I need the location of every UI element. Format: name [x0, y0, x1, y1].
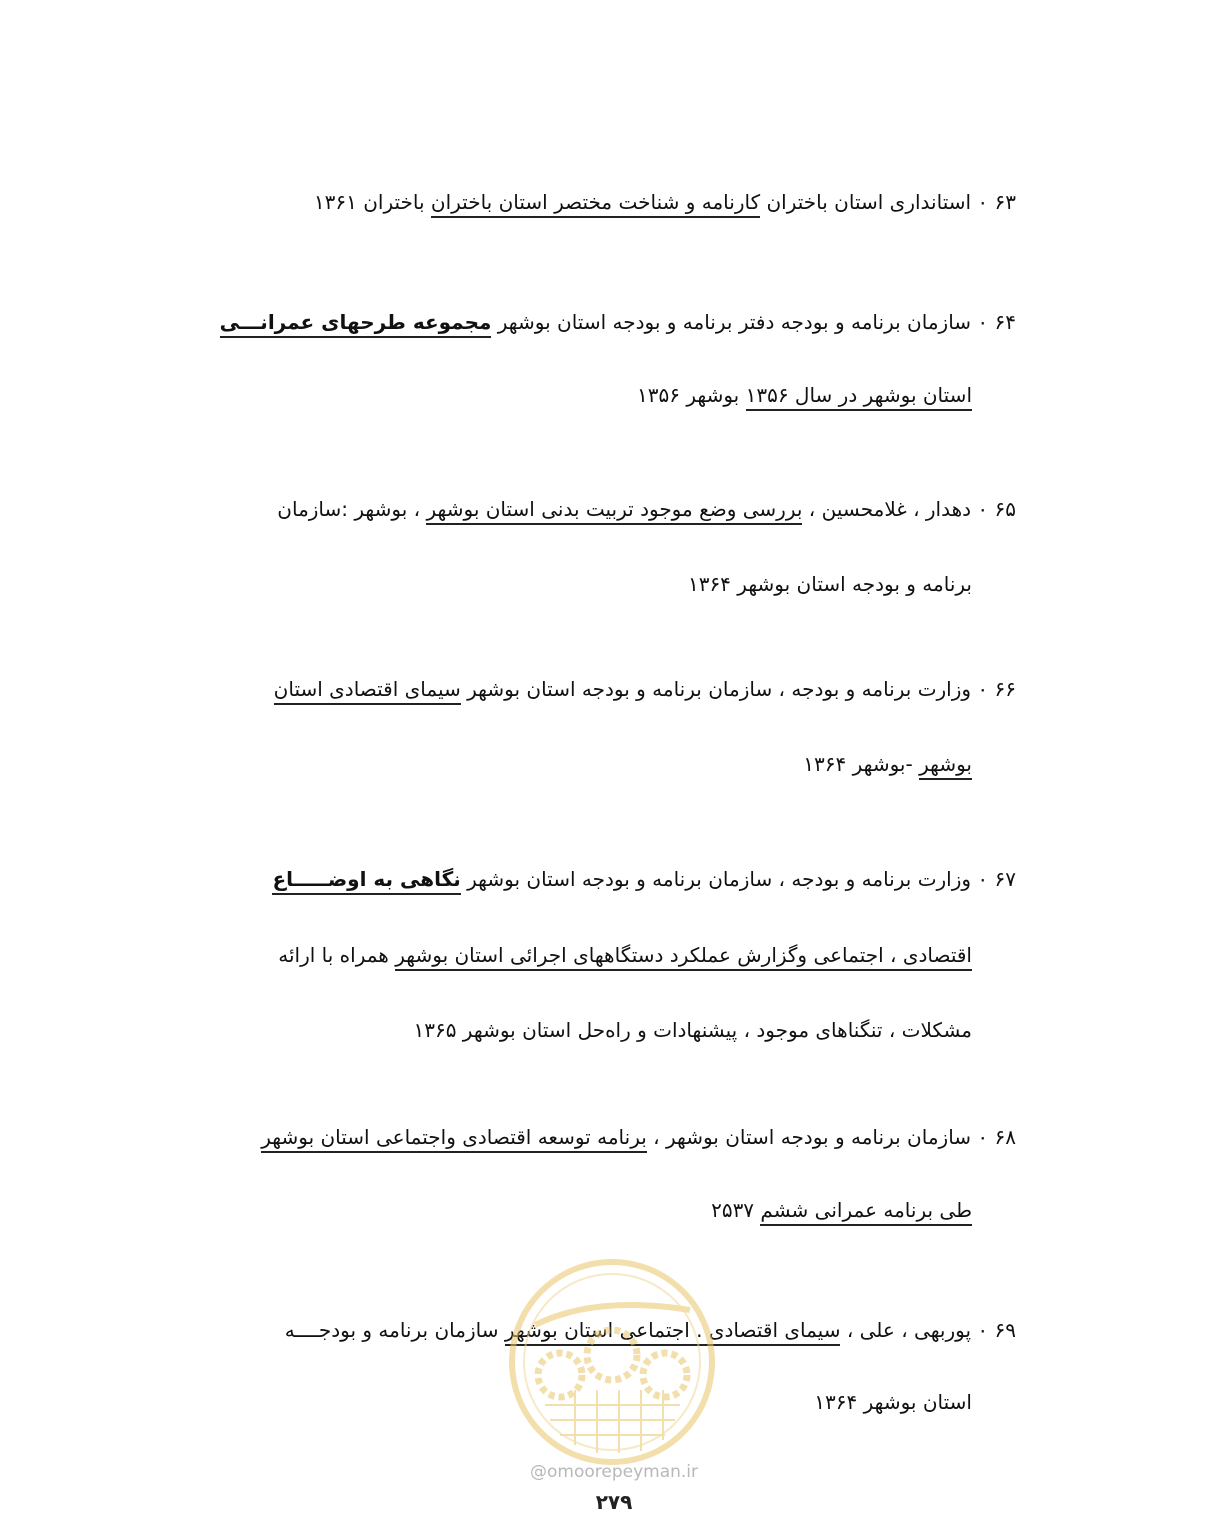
- citation-text: بوشهر ۱۳۵۶: [637, 383, 746, 407]
- entry-69-line-2: [814, 1390, 972, 1414]
- citation-text: ، بوشهر :سازمان: [277, 497, 427, 521]
- citation-title: بررسی وضع موجود تربیت بدنی استان بوشهر: [426, 497, 802, 525]
- citation-text: ۲۵۳۷: [711, 1198, 761, 1222]
- entry-68-line-1: [261, 1125, 1016, 1149]
- watermark-logo: [505, 1255, 720, 1470]
- citation-title: مجموعه طرحهای عمرانـــی: [220, 310, 492, 338]
- entry-67-line-2: [278, 943, 972, 967]
- citation-title: سیمای اقتصادی استان: [274, 677, 461, 705]
- citation-text: ۶۳ ۰ استانداری استان باختران: [760, 190, 1016, 214]
- watermark-url: @omoorepeyman.ir: [529, 1462, 699, 1482]
- citation-text: ۶۸ ۰ سازمان برنامه و بودجه استان بوشهر ،: [646, 1125, 1016, 1149]
- entry-66-line-1: [274, 677, 1016, 701]
- citation-title: برنامه توسعه اقتصادی واجتماعی استان بوشهر: [261, 1125, 647, 1153]
- citation-title: استان بوشهر در سال ۱۳۵۶: [746, 383, 972, 411]
- citation-title: اقتصادی ، اجتماعی وگزارش عملکرد دستگاههای اجرائی استان بوشهر: [395, 943, 972, 971]
- citation-text: ۶۴ ۰ سازمان برنامه و بودجه دفتر برنامه و بودجه استان بوشهر: [491, 310, 1016, 334]
- page-number: ۲۷۹: [595, 1490, 633, 1514]
- citation-text: همراه با ارائه: [278, 943, 396, 967]
- entry-66-line-2: [803, 752, 972, 776]
- citation-text: ۶۵ ۰ دهدار ، غلامحسین ،: [802, 497, 1016, 521]
- citation-text: سازمان برنامه و بودجــــه: [284, 1318, 505, 1342]
- citation-title: بوشهر: [919, 752, 972, 780]
- entry-65-line-2: [688, 572, 972, 596]
- citation-text: استان بوشهر ۱۳۶۴: [814, 1390, 972, 1414]
- citation-title: سیمای اقتصادی . اجتماعی استان بوشهر: [505, 1318, 841, 1346]
- citation-text: ۶۹ ۰ پوربهی ، علی ،: [840, 1318, 1016, 1342]
- citation-text: مشکلات ، تنگناهای موجود ، پیشنهادات و راه‌حل استان بوشهر ۱۳۶۵: [413, 1018, 972, 1042]
- citation-text: ۶۶ ۰ وزارت برنامه و بودجه ، سازمان برنامه و بودجه استان بوشهر: [460, 677, 1016, 701]
- citation-text: برنامه و بودجه استان بوشهر ۱۳۶۴: [687, 572, 972, 596]
- citation-title: نگاهی به اوضـــــاع: [272, 867, 460, 895]
- entry-65-line-1: [277, 497, 1016, 521]
- citation-text: باختران ۱۳۶۱: [313, 190, 431, 214]
- entry-67-line-3: [413, 1018, 972, 1042]
- entry-68-line-2: [711, 1198, 972, 1222]
- citation-title: طی برنامه عمرانی ششم: [760, 1198, 972, 1226]
- citation-title: کارنامه و شناخت مختصر استان باختران: [431, 190, 760, 218]
- entry-64-line-2: [637, 383, 972, 407]
- entry-63-line-1: [314, 190, 1016, 214]
- entry-67-line-1: [272, 867, 1016, 891]
- citation-text: ۶۷ ۰ وزارت برنامه و بودجه ، سازمان برنامه و بودجه استان بوشهر: [460, 867, 1016, 891]
- citation-text: -بوشهر ۱۳۶۴: [803, 752, 920, 776]
- entry-64-line-1: [220, 310, 1016, 334]
